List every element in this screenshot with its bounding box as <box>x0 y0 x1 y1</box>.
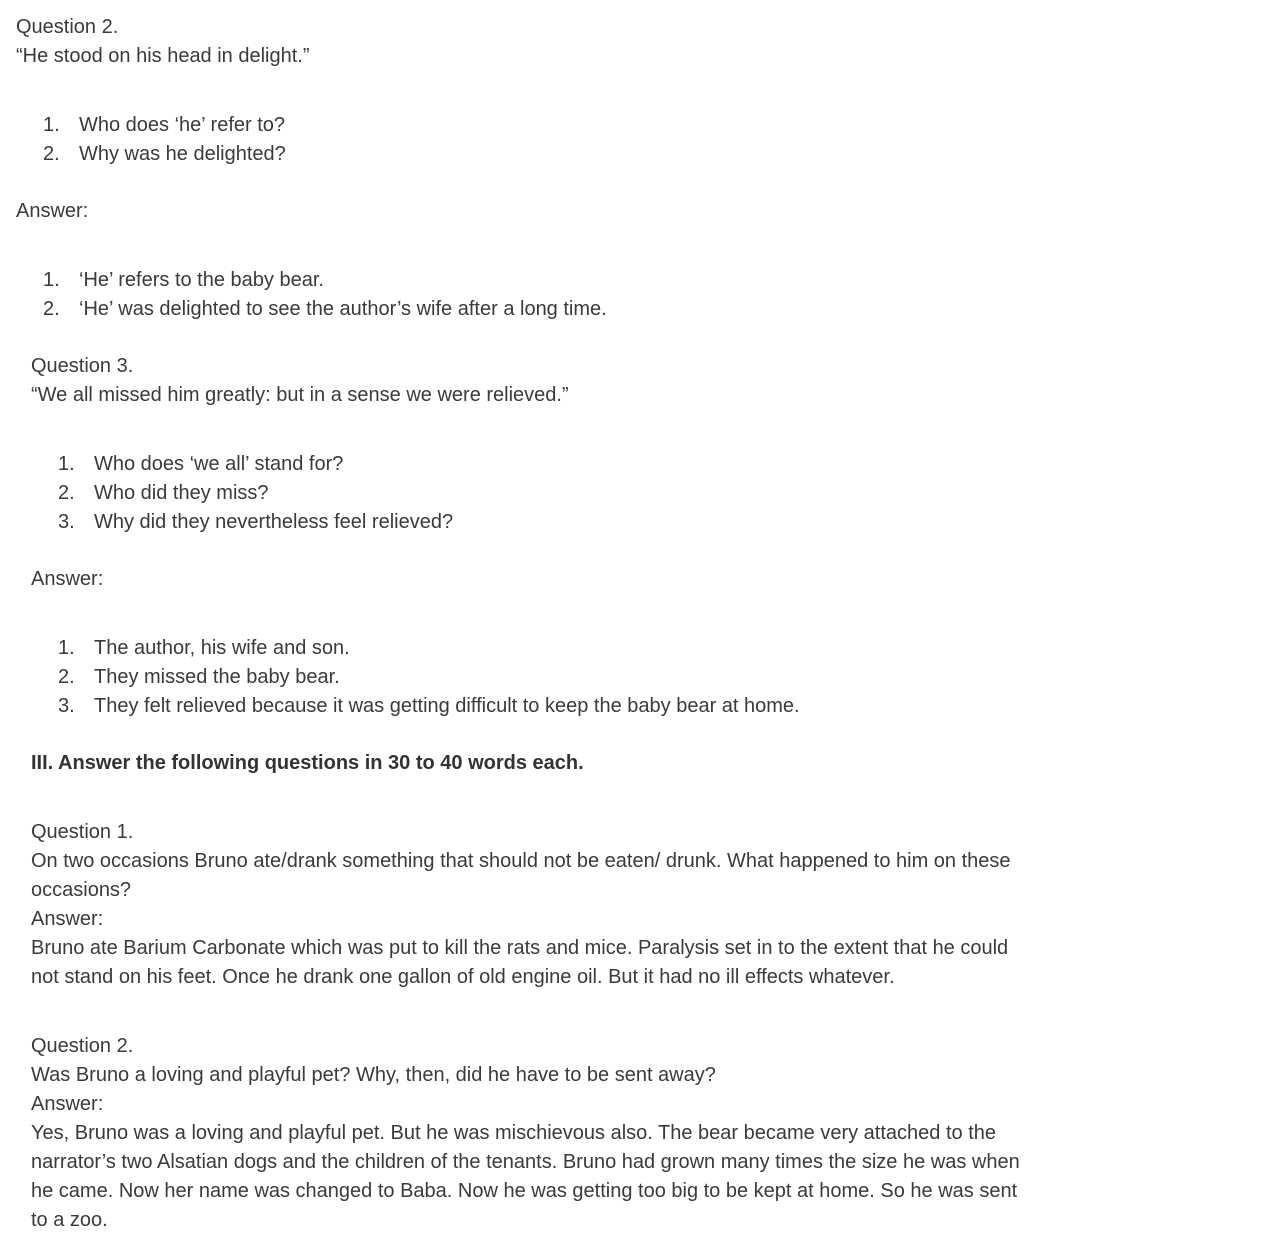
question-3-title: Question 3. <box>31 355 134 377</box>
question-3-quote: “We all missed him greatly: but in a sense we were relieved.” <box>31 384 569 406</box>
answer-text-line: Yes, Bruno was a loving and playful pet. But he was mischievous also. The bear became very attached to the <box>31 1122 997 1144</box>
list-number: 2. <box>58 482 75 504</box>
question-2-quote: “He stood on his head in delight.” <box>16 45 310 67</box>
section-iii-question-1-block <box>31 818 1275 992</box>
answer-label: Answer: <box>16 200 89 222</box>
answer-label: Answer: <box>31 908 104 930</box>
answer-text-line: he came. Now her name was changed to Baba. Now he was getting too big to be kept at home. So he was sent <box>31 1180 1018 1202</box>
question-3-intro <box>31 352 1275 410</box>
list-item-text: They felt relieved because it was getting difficult to keep the baby bear at home. <box>94 695 800 717</box>
list-item <box>31 663 1275 692</box>
list-item <box>16 111 1275 140</box>
list-item-text: ‘He’ was delighted to see the author’s wife after a long time. <box>79 298 607 320</box>
list-item <box>16 140 1275 169</box>
list-item <box>31 479 1275 508</box>
list-number: 2. <box>43 298 60 320</box>
list-number: 1. <box>58 453 75 475</box>
answer-label: Answer: <box>31 1093 104 1115</box>
list-item <box>16 266 1275 295</box>
section-question-2 <box>0 0 1275 324</box>
list-number: 1. <box>43 114 60 136</box>
list-item-text: Why did they nevertheless feel relieved? <box>94 511 454 533</box>
answer-label: Answer: <box>31 568 104 590</box>
list-number: 3. <box>58 695 75 717</box>
list-item-text: Who does ‘he’ refer to? <box>79 114 286 136</box>
question-2-title: Question 2. <box>16 16 119 38</box>
list-number: 2. <box>43 143 60 165</box>
question-2-title: Question 2. <box>31 1035 134 1057</box>
list-item <box>31 450 1275 479</box>
list-number: 2. <box>58 666 75 688</box>
list-item-text: ‘He’ refers to the baby bear. <box>79 269 324 291</box>
question-1-text-line: occasions? <box>31 879 132 901</box>
list-item <box>16 295 1275 324</box>
list-number: 1. <box>43 269 60 291</box>
list-item-text: Why was he delighted? <box>79 143 286 165</box>
question-2-text-line: Was Bruno a loving and playful pet? Why, then, did he have to be sent away? <box>31 1064 716 1086</box>
question-2-subquestions <box>16 111 1275 169</box>
list-number: 1. <box>58 637 75 659</box>
answer-text-line: to a zoo. <box>31 1209 108 1231</box>
answer-text-line: narrator’s two Alsatian dogs and the children of the tenants. Bruno had grown many times the size he was when <box>31 1151 1020 1173</box>
question-2-intro <box>16 13 1275 71</box>
question-1-text-line: On two occasions Bruno ate/drank something that should not be eaten/ drunk. What happened to him on these <box>31 850 1011 872</box>
list-item-text: Who did they miss? <box>94 482 269 504</box>
question-1-title: Question 1. <box>31 821 134 843</box>
question-3-answers <box>31 634 1275 721</box>
question-2-answers <box>16 266 1275 324</box>
list-number: 3. <box>58 511 75 533</box>
section-iii-question-2-block <box>31 1032 1275 1235</box>
section-iii-heading: III. Answer the following questions in 30 to 40 words each. <box>31 752 584 774</box>
list-item <box>31 508 1275 537</box>
list-item <box>31 692 1275 721</box>
answer-text-line: Bruno ate Barium Carbonate which was put to kill the rats and mice. Paralysis set in to the extent that he could <box>31 937 1009 959</box>
list-item-text: They missed the baby bear. <box>94 666 340 688</box>
list-item-text: Who does ‘we all’ stand for? <box>94 453 344 475</box>
list-item <box>31 634 1275 663</box>
list-item-text: The author, his wife and son. <box>94 637 350 659</box>
section-question-3-and-iii <box>0 352 1275 1235</box>
question-3-subquestions <box>31 450 1275 537</box>
answer-text-line: not stand on his feet. Once he drank one gallon of old engine oil. But it had no ill effects whatever. <box>31 966 895 988</box>
